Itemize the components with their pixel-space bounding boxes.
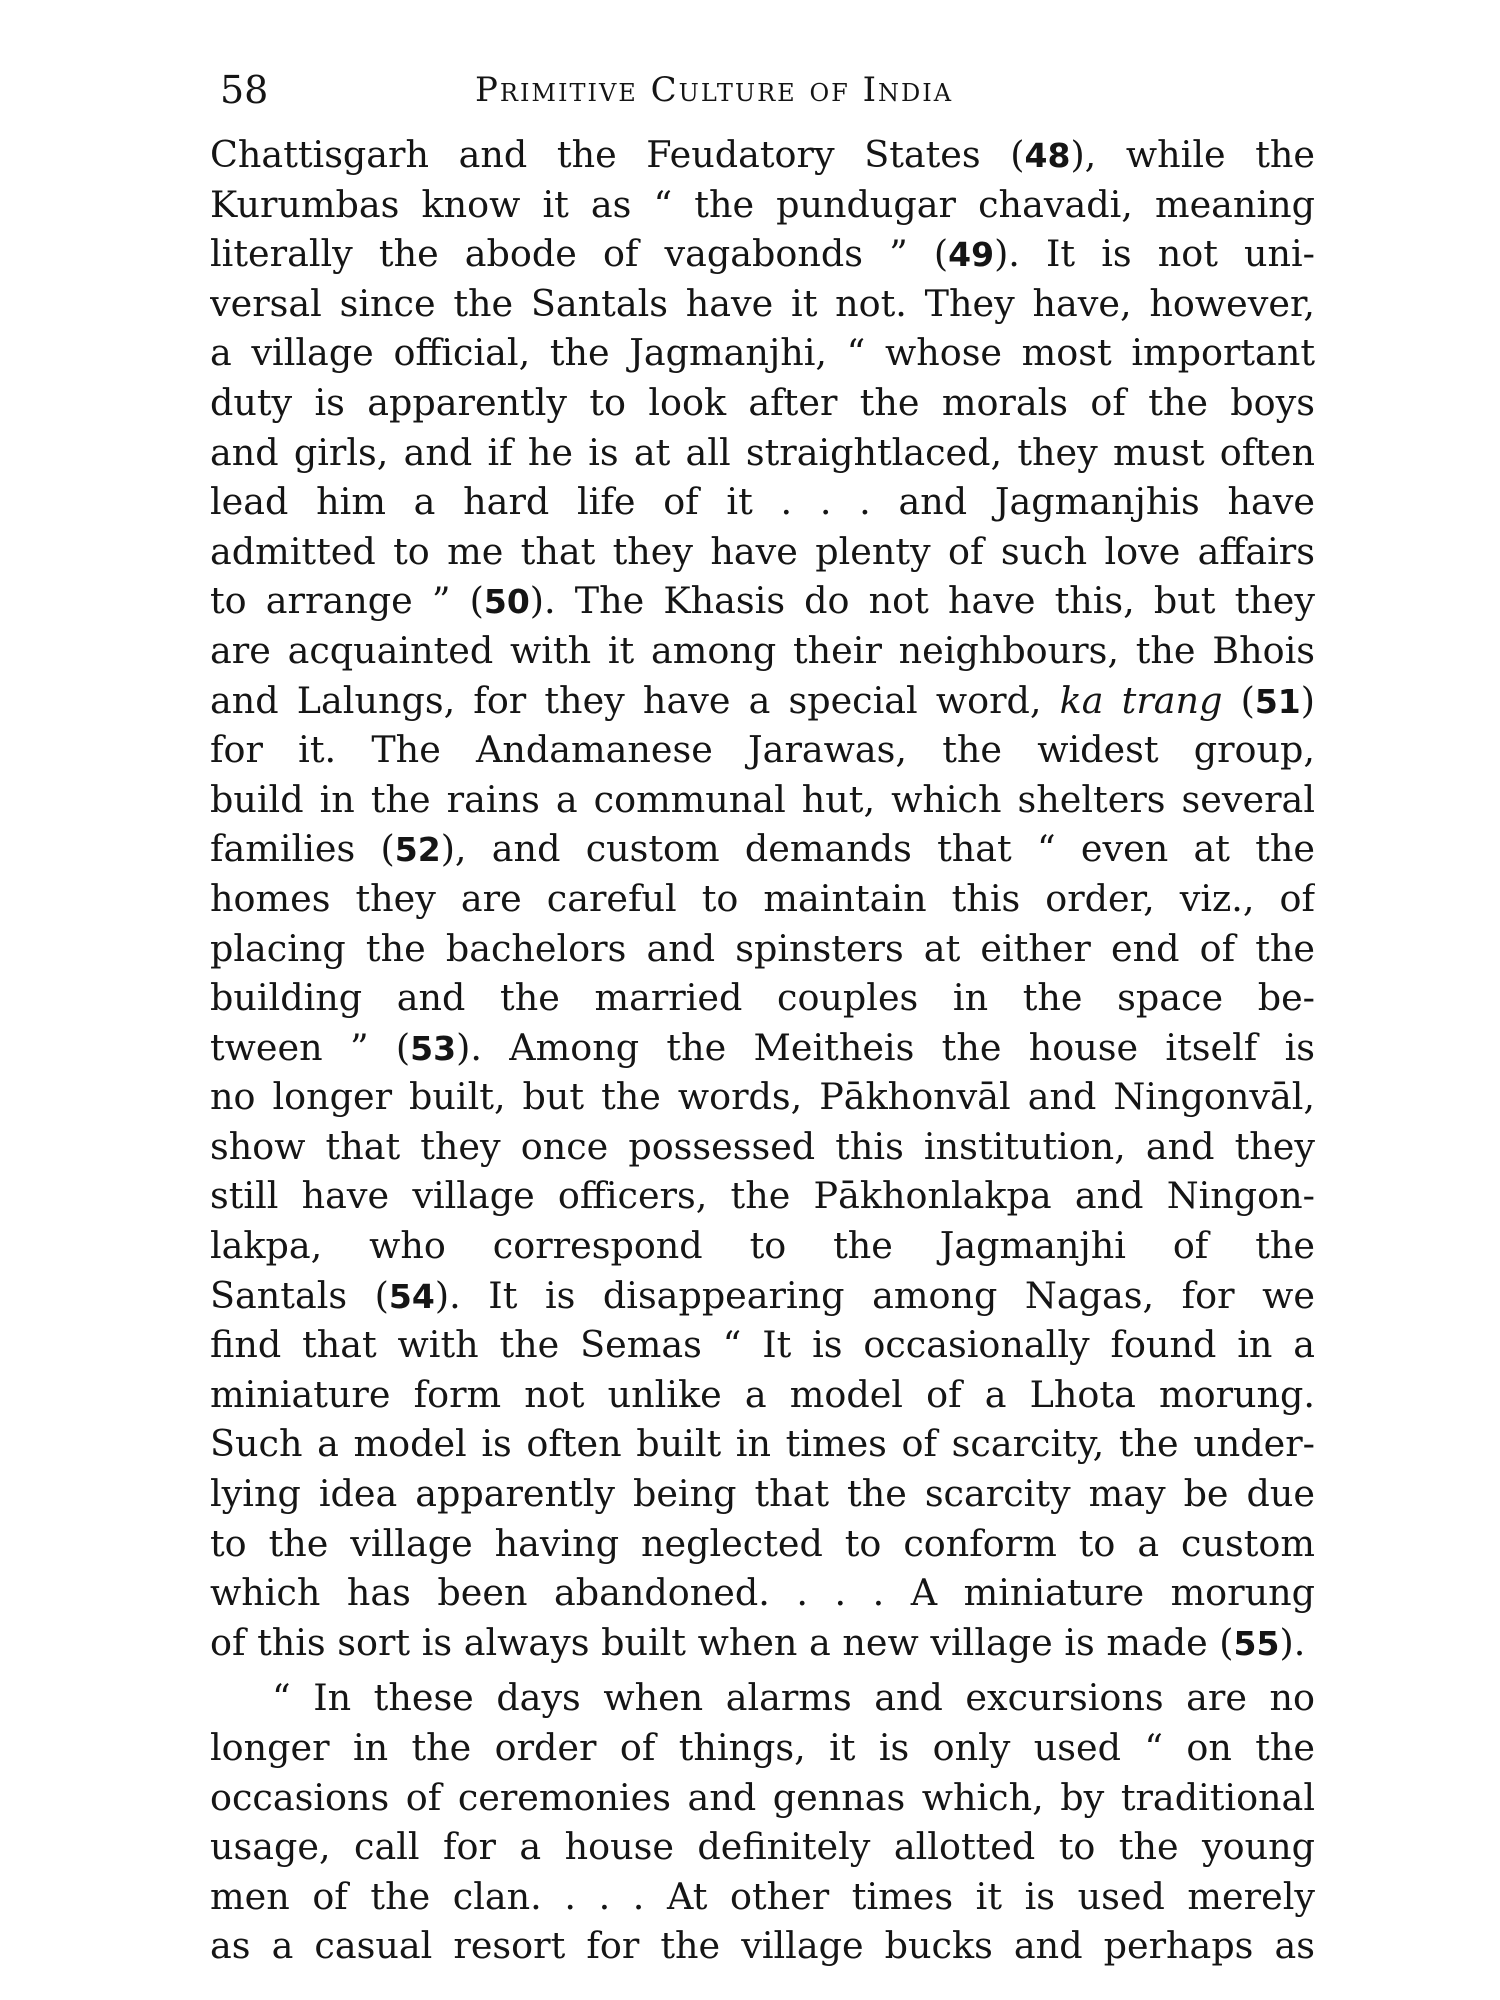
text-line xyxy=(210,1122,1315,1172)
text-line xyxy=(210,279,1315,329)
text-line xyxy=(210,328,1315,378)
text-line xyxy=(210,1221,1315,1271)
text-segment: to the village having neglected to conform to a custom xyxy=(210,1521,1315,1565)
text-segment: occasions of ceremonies and gennas which, by traditional xyxy=(210,1775,1315,1819)
text-segment: men of the clan. . . . At other times it is used merely xyxy=(210,1874,1315,1918)
reference-number: 55 xyxy=(1233,1623,1280,1663)
text-segment: Chattisgarh and the Feudatory States ( xyxy=(210,133,1025,176)
text-line xyxy=(210,824,1315,874)
text-segment: longer in the order of things, it is only used “ on the xyxy=(210,1726,1315,1769)
text-segment: a village official, the Jagmanjhi, “ whose most important xyxy=(210,331,1315,375)
text-segment: as a casual resort for the village bucks and perhaps as xyxy=(210,1924,1315,1968)
text-segment: ), while the xyxy=(1070,133,1315,176)
italic-term: ka trang xyxy=(1059,678,1223,722)
text-segment: and Lalungs, for they have a special word, xyxy=(210,678,1060,722)
text-segment: no longer built, but the words, Pākhonvāl and Ningonvāl, xyxy=(210,1075,1315,1119)
text-segment: Santals ( xyxy=(210,1273,389,1317)
text-line xyxy=(210,527,1315,577)
reference-number: 49 xyxy=(948,235,995,275)
text-segment: lying idea apparently being that the scarcity may be due xyxy=(210,1472,1315,1516)
text-segment: still have village officers, the Pākhonlakpa and Ningon- xyxy=(210,1174,1315,1218)
text-line xyxy=(210,676,1315,726)
text-segment: ( xyxy=(1222,678,1255,722)
running-title: Primitive Culture of India xyxy=(475,70,954,110)
text-segment: Kurumbas know it as “ the pundugar chavadi, meaning xyxy=(210,182,1315,226)
text-line xyxy=(210,428,1315,478)
text-line xyxy=(210,924,1315,974)
text-segment: ). It is disappearing among Nagas, for we xyxy=(434,1273,1315,1317)
text-segment: usage, call for a house definitely allotted to the young xyxy=(210,1825,1315,1869)
text-line xyxy=(210,1419,1315,1469)
text-segment: find that with the Semas “ It is occasionally found in a xyxy=(210,1323,1315,1367)
text-segment: placing the bachelors and spinsters at either end of the xyxy=(210,926,1315,970)
text-segment: versal since the Santals have it not. They have, however, xyxy=(210,281,1315,325)
text-segment: building and the married couples in the space be- xyxy=(210,976,1315,1020)
text-line xyxy=(210,1723,1315,1773)
text-segment: for it. The Andamanese Jarawas, the widest group, xyxy=(210,728,1315,772)
text-segment: Such a model is often built in times of scarcity, the under- xyxy=(210,1422,1315,1466)
text-line xyxy=(210,1271,1315,1321)
text-line xyxy=(210,1370,1315,1420)
body-text xyxy=(210,130,1315,1971)
text-line xyxy=(210,1822,1315,1872)
text-line xyxy=(210,1568,1315,1618)
text-segment: literally the abode of vagabonds ” ( xyxy=(210,232,949,276)
page-header xyxy=(220,62,1320,118)
text-line xyxy=(210,477,1315,527)
text-line xyxy=(210,1872,1315,1922)
page-number: 58 xyxy=(220,68,269,112)
reference-number: 51 xyxy=(1254,681,1301,721)
text-segment: duty is apparently to look after the morals of the boys xyxy=(210,380,1315,424)
text-line xyxy=(210,1618,1315,1668)
text-line xyxy=(210,1171,1315,1221)
text-segment: and girls, and if he is at all straightlaced, they must often xyxy=(210,430,1315,474)
text-segment: ). Among the Meitheis the house itself is xyxy=(456,1025,1315,1069)
text-line xyxy=(210,1673,1315,1723)
text-segment: of this sort is always built when a new village is made ( xyxy=(210,1620,1234,1664)
text-segment: ) xyxy=(1300,678,1315,722)
text-line xyxy=(210,378,1315,428)
text-line xyxy=(210,725,1315,775)
text-segment: ). xyxy=(1279,1620,1306,1664)
text-segment: build in the rains a communal hut, which shelters several xyxy=(210,777,1315,821)
reference-number: 52 xyxy=(394,830,441,870)
text-line xyxy=(210,626,1315,676)
text-line xyxy=(210,576,1315,626)
text-line xyxy=(210,1072,1315,1122)
reference-number: 50 xyxy=(483,582,530,622)
text-line xyxy=(210,874,1315,924)
text-segment: ). The Khasis do not have this, but they xyxy=(529,579,1315,623)
text-segment: lakpa, who correspond to the Jagmanjhi of the xyxy=(210,1224,1315,1268)
text-line xyxy=(210,775,1315,825)
text-segment: which has been abandoned. . . . A miniature morung xyxy=(210,1571,1315,1615)
text-line xyxy=(210,1519,1315,1569)
text-segment: “ In these days when alarms and excursions are no xyxy=(272,1676,1315,1720)
text-segment: lead him a hard life of it . . . and Jagmanjhis have xyxy=(210,480,1315,524)
text-segment: miniature form not unlike a model of a Lhota morung. xyxy=(210,1372,1315,1416)
text-segment: show that they once possessed this institution, and they xyxy=(210,1124,1315,1168)
text-line xyxy=(210,1320,1315,1370)
reference-number: 53 xyxy=(410,1028,457,1068)
text-line xyxy=(210,130,1315,180)
text-segment: families ( xyxy=(210,827,395,871)
text-segment: tween ” ( xyxy=(210,1025,411,1069)
reference-number: 48 xyxy=(1024,136,1071,175)
text-segment: to arrange ” ( xyxy=(210,579,484,623)
text-line xyxy=(210,973,1315,1023)
text-segment: admitted to me that they have plenty of such love affairs xyxy=(210,529,1315,573)
text-line xyxy=(210,1921,1315,1971)
text-line xyxy=(210,1023,1315,1073)
text-segment: ). It is not uni- xyxy=(994,232,1315,276)
text-segment: are acquainted with it among their neighbours, the Bhois xyxy=(210,628,1315,672)
text-segment: ), and custom demands that “ even at the xyxy=(440,827,1315,871)
text-line xyxy=(210,1469,1315,1519)
text-line xyxy=(210,229,1315,279)
reference-number: 54 xyxy=(388,1276,435,1316)
text-segment: homes they are careful to maintain this order, viz., of xyxy=(210,876,1315,920)
text-line xyxy=(210,1773,1315,1823)
text-line xyxy=(210,180,1315,230)
